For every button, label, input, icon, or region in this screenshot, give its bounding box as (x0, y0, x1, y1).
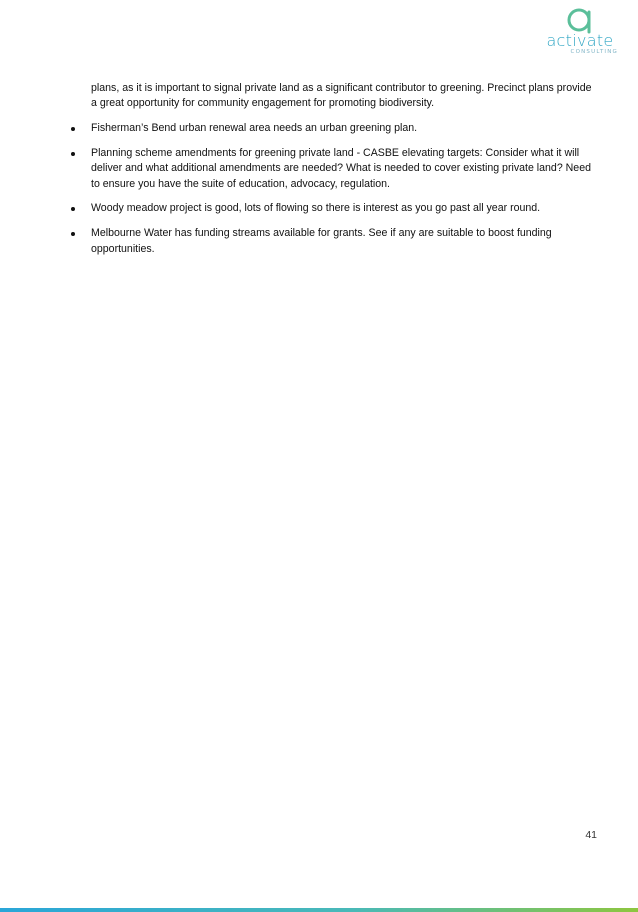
list-item-text: Planning scheme amendments for greening private land - CASBE elevating targets: Consider what it will deliver and what additional amendments are needed? What is needed to cover existing private land? Need to ensure you have the suite of education, advocacy, regulation. (91, 146, 591, 190)
bullet-list (91, 121, 597, 257)
continuation-paragraph: plans, as it is important to signal private land as a significant contributor to greening. Precinct plans provide a great opportunity for community engagement for promoting biodiversity. (91, 82, 592, 110)
list-item (91, 146, 597, 192)
bullet-icon (71, 127, 75, 131)
list-item (91, 226, 597, 257)
list-item (91, 201, 597, 216)
document-body (91, 81, 597, 267)
logo-subtitle: CONSULTING (570, 49, 618, 55)
bullet-icon (71, 207, 75, 211)
logo-a-icon (567, 6, 593, 34)
list-item-text: Fisherman’s Bend urban renewal area needs an urban greening plan. (91, 121, 418, 134)
list-item-text: Woody meadow project is good, lots of flowing so there is interest as you go past all year round. (91, 202, 541, 215)
list-item (91, 121, 597, 136)
bullet-icon (71, 152, 75, 156)
logo-wordmark: activate (546, 31, 614, 50)
activate-consulting-logo (540, 6, 620, 62)
page-number: 41 (585, 829, 597, 841)
bullet-icon (71, 232, 75, 236)
footer-gradient-bar (0, 908, 638, 912)
list-item-text: Melbourne Water has funding streams available for grants. See if any are suitable to boost funding opportunities. (91, 227, 552, 255)
